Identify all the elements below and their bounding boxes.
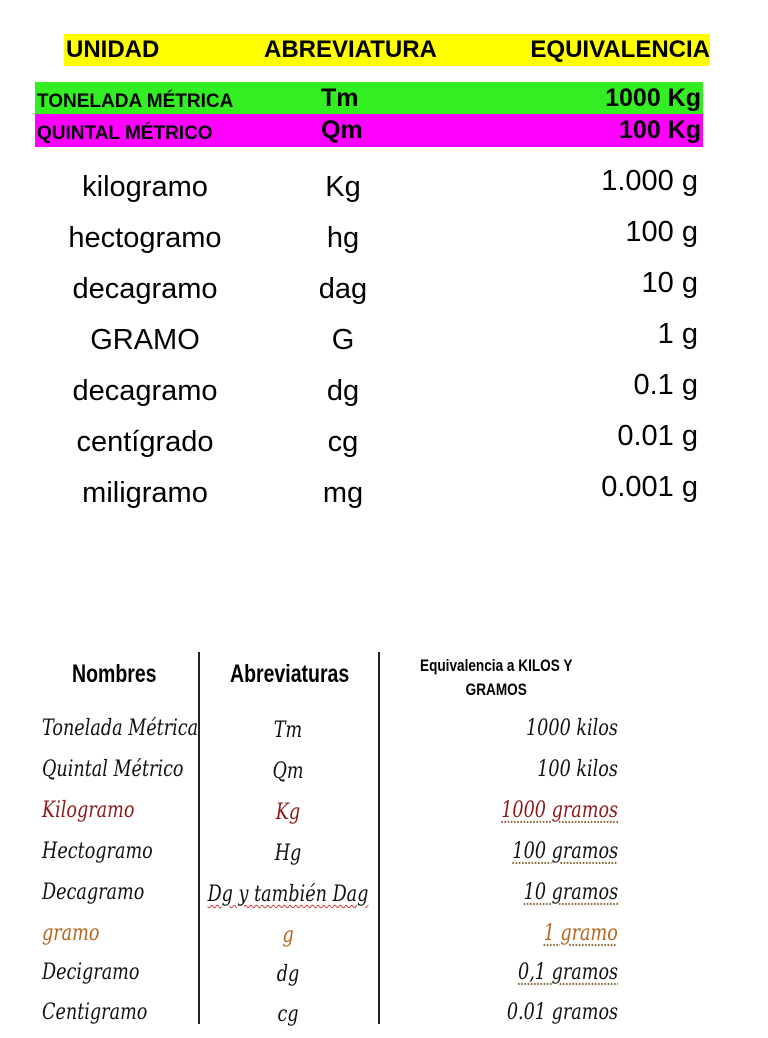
row-abbreviation: Kg (325, 171, 361, 203)
table-row (0, 261, 768, 305)
table-row (0, 465, 768, 509)
row-abbreviation: Kg (275, 800, 301, 825)
row-equivalence: 1 gramo (543, 921, 618, 946)
row-abbreviation: G (331, 324, 355, 356)
row-equivalence: 1.000 g (601, 165, 698, 197)
row-equivalence: 1000 kilos (526, 716, 618, 741)
row-name: GRAMO (90, 324, 200, 356)
row-name: TONELADA MÉTRICA (37, 91, 234, 112)
row-abbreviation: dag (318, 273, 368, 305)
table-row (34, 998, 622, 1038)
header-equivalence-line2: GRAMOS (465, 680, 527, 699)
table-row (34, 837, 622, 877)
row-tonelada-metrica (35, 82, 703, 115)
row-name: centígrado (76, 426, 214, 458)
row-equivalence: 1000 gramos (501, 798, 618, 823)
row-name: miligramo (82, 477, 208, 509)
row-abbreviation: g (282, 923, 294, 948)
header-unit: UNIDAD (66, 36, 160, 63)
row-quintal-metrico (35, 114, 703, 147)
table-row (0, 363, 768, 407)
row-abbreviation: Tm (321, 84, 359, 112)
row-abbreviation: Hg (274, 841, 302, 866)
table-row (0, 159, 768, 203)
row-abbreviation: cg (277, 1002, 299, 1027)
row-abbreviation: hg (326, 222, 360, 254)
row-equivalence: 0.01 gramos (506, 1000, 618, 1025)
row-equivalence: 1 g (657, 318, 698, 350)
header-abbreviation: ABREVIATURA (264, 36, 437, 63)
row-name: QUINTAL MÉTRICO (37, 123, 213, 144)
row-name: hectogramo (68, 222, 222, 254)
header-equivalence-line1: Equivalencia a KILOS Y (420, 656, 573, 675)
table-row (34, 755, 622, 795)
row-abbreviation: dg (326, 375, 360, 407)
row-name: decagramo (72, 273, 218, 305)
row-abbreviation: Qm (321, 116, 363, 144)
table-row (34, 878, 622, 918)
row-equivalence: 0,1 gramos (517, 960, 618, 985)
row-name: Decigramo (42, 960, 140, 985)
table-row (0, 210, 768, 254)
table-row (0, 312, 768, 356)
row-abbreviation: Qm (272, 759, 304, 784)
row-equivalence: 10 gramos (523, 880, 618, 905)
row-name: Kilogramo (42, 798, 135, 823)
row-equivalence: 1000 Kg (605, 84, 701, 112)
row-equivalence: 0.1 g (633, 369, 698, 401)
row-equivalence: 100 gramos (512, 839, 618, 864)
table-row (34, 919, 622, 959)
row-equivalence: 100 kilos (537, 757, 618, 782)
header-equivalence (420, 654, 572, 702)
row-name: Decagramo (42, 880, 145, 905)
row-name: Tonelada Métrica (42, 716, 199, 741)
row-equivalence: 0.001 g (601, 471, 698, 503)
row-name: decagramo (72, 375, 218, 407)
row-equivalence: 10 g (641, 267, 698, 299)
row-equivalence: 100 Kg (619, 116, 701, 144)
row-name: Centigramo (42, 1000, 148, 1025)
row-name: Quintal Métrico (42, 757, 184, 782)
row-name: gramo (42, 921, 100, 946)
row-abbreviation: mg (322, 477, 364, 509)
row-name: kilogramo (82, 171, 208, 203)
table-row (34, 958, 622, 998)
row-equivalence: 100 g (625, 216, 698, 248)
upper-table-header (64, 34, 710, 66)
lower-table (34, 652, 622, 1027)
row-abbreviation: Tm (273, 718, 303, 743)
table-row (0, 414, 768, 458)
row-abbreviation: Dg y también Dag (207, 882, 369, 907)
row-abbreviation: cg (327, 426, 359, 458)
row-name: Hectogramo (42, 839, 153, 864)
header-equivalence: EQUIVALENCIA (530, 36, 710, 63)
table-row (34, 714, 622, 754)
row-abbreviation: dg (276, 962, 300, 987)
row-equivalence: 0.01 g (617, 420, 698, 452)
header-names: Nombres (72, 660, 157, 688)
table-row (34, 796, 622, 836)
header-abbreviations: Abreviaturas (230, 660, 350, 688)
